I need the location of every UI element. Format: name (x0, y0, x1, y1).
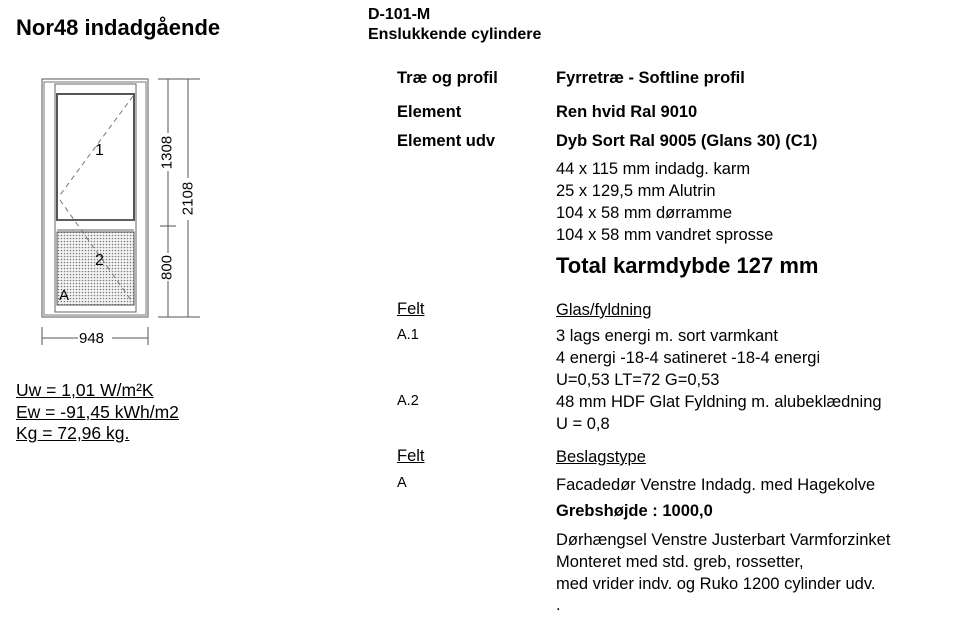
ew-value: Ew = -91,45 kWh/m2 (16, 401, 179, 422)
dimension-item: 104 x 58 mm dørramme (556, 204, 733, 222)
kg-value: Kg = 72,96 kg. (16, 423, 130, 443)
glass-line: U = 0,8 (556, 415, 610, 433)
hardware-details (556, 529, 890, 595)
hardware-type-header: Beslagstype (556, 448, 646, 466)
performance-stats (16, 380, 179, 445)
field-1-label: 1 (95, 142, 104, 159)
glass-line: 3 lags energi m. sort varmkant (556, 327, 778, 345)
spec-label-wood: Træ og profil (397, 69, 498, 87)
dimension-item: 44 x 115 mm indadg. karm (556, 160, 751, 178)
glass-type-header: Glas/fyldning (556, 301, 652, 319)
handle-height: Grebshøjde : 1000,0 (556, 502, 713, 520)
hardware-line: Monteret med std. greb, rossetter, (556, 553, 804, 571)
glass-field-a1: A.1 (397, 327, 419, 343)
dimension-item: 104 x 58 mm vandret sprosse (556, 226, 774, 244)
trailing-dot: . (556, 596, 561, 614)
spec-value-element: Ren hvid Ral 9010 (556, 103, 698, 121)
field-2-label: 2 (95, 252, 104, 269)
spec-label-element-outside: Element udv (397, 132, 496, 150)
glass-line: 48 mm HDF Glat Fyldning m. alubeklædning (556, 393, 882, 411)
dimension-list (556, 158, 773, 246)
hardware-type: Facadedør Venstre Indadg. med Hagekolve (556, 476, 876, 494)
glass-field-a2: A.2 (397, 393, 419, 409)
sash-label: A (59, 287, 70, 304)
glass-a2-details (556, 391, 882, 435)
uw-value: Uw = 1,01 W/m²K (16, 380, 154, 400)
dimension-item: 25 x 129,5 mm Alutrin (556, 182, 716, 200)
page-title: Nor48 indadgående (16, 15, 221, 40)
upper-height-dimension: 1308 (158, 135, 176, 170)
spec-label-element: Element (397, 103, 462, 121)
total-height-dimension: 2108 (179, 181, 197, 216)
width-dimension: 948 (79, 330, 105, 347)
total-frame-depth: Total karmdybde 127 mm (556, 253, 819, 278)
glass-field-header: Felt (397, 300, 425, 318)
product-code-block (368, 5, 541, 45)
spec-value-element-outside: Dyb Sort Ral 9005 (Glans 30) (C1) (556, 132, 818, 150)
lower-height-dimension: 800 (158, 254, 176, 281)
hardware-field-a: A (397, 475, 407, 491)
glass-a1-details (556, 325, 820, 391)
hardware-field-header: Felt (397, 447, 425, 465)
hardware-line: med vrider indv. og Ruko 1200 cylinder udv. (556, 575, 876, 593)
spec-value-wood: Fyrretræ - Softline profil (556, 69, 745, 87)
product-code: D-101-M (368, 6, 431, 23)
hardware-line: Dørhængsel Venstre Justerbart Varmforzinket (556, 531, 891, 549)
glass-line: U=0,53 LT=72 G=0,53 (556, 371, 720, 389)
glass-line: 4 energi -18-4 satineret -18-4 energi (556, 349, 821, 367)
product-subtitle: Enslukkende cylindere (368, 26, 542, 43)
